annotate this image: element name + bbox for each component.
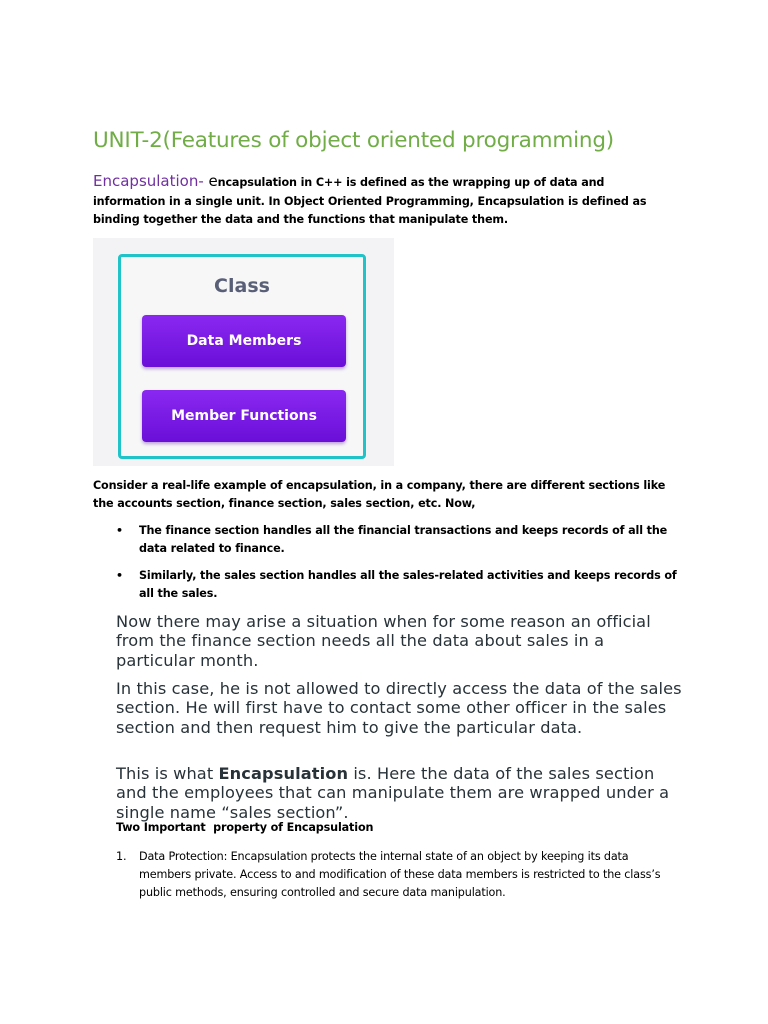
list-number: 1. bbox=[116, 850, 127, 863]
bullet-text: Similarly, the sales section handles all the sales-related activities and keeps records of all the sales. bbox=[139, 569, 677, 600]
list-item-text: Data Protection: Encapsulation protects the internal state of an object by keeping its data members private. Access to and modification of these data members is restricted to the class’s public methods, ensuring controlled and secure data manipulation. bbox=[139, 850, 661, 899]
definition-lead: This is what bbox=[116, 764, 219, 783]
class-box bbox=[118, 254, 366, 459]
list-item bbox=[93, 522, 683, 557]
bullet-text: The finance section handles all the financial transactions and keeps records of all the data related to finance. bbox=[139, 524, 668, 555]
bullet-marker: • bbox=[116, 524, 123, 537]
list-item bbox=[93, 567, 683, 602]
section-bullet-list bbox=[93, 522, 683, 612]
example-intro-paragraph: Consider a real-life example of encapsulation, in a company, there are different sections like the accounts section, finance section, sales section, etc. Now, bbox=[93, 479, 666, 510]
encapsulation-intro bbox=[93, 172, 678, 230]
properties-subheading: Two Important property of Encapsulation bbox=[116, 821, 374, 834]
intro-text: ncapsulation in C++ is defined as the wrapping up of data and information in a single unit. In Object Oriented Programming, Encapsulation is defined as binding together the data and the functions that manipulate them. bbox=[93, 176, 647, 226]
paragraph-access: In this case, he is not allowed to directly access the data of the sales section. He will first have to contact some other officer in the sales section and then request him to give the particular data. bbox=[116, 679, 682, 737]
definition-term: Encapsulation bbox=[218, 764, 349, 783]
data-members-block: Data Members bbox=[142, 315, 346, 367]
intro-first-letter: e bbox=[208, 172, 218, 190]
list-item bbox=[93, 848, 683, 901]
definition-rest: is. Here the data of the sales section and the employees that can manipulate them are wrapped under a single name “sales section”. bbox=[116, 764, 670, 822]
page-title: UNIT-2(Features of object oriented programming) bbox=[93, 128, 614, 153]
class-diagram bbox=[93, 238, 394, 466]
class-label: Class bbox=[214, 275, 270, 297]
bullet-marker: • bbox=[116, 569, 123, 582]
properties-list bbox=[93, 848, 683, 901]
encapsulation-term: Encapsulation- bbox=[93, 172, 209, 190]
paragraph-definition bbox=[116, 764, 686, 822]
member-functions-block: Member Functions bbox=[142, 390, 346, 442]
paragraph-situation: Now there may arise a situation when for some reason an official from the finance section needs all the data about sales in a particular month. bbox=[116, 612, 651, 670]
